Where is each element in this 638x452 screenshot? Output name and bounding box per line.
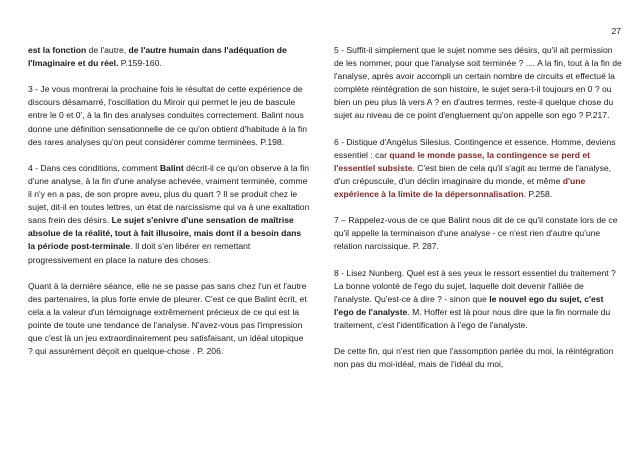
emphasis-text: Le sujet s'enivre d'une sensation de maîtrise absolue de la réalité, tout à fait illusoire, mais dont il a besoin dans la période post-terminale	[28, 215, 302, 252]
paragraph-6	[334, 136, 622, 201]
paragraph-4-continued: Quant à la dernière séance, elle ne se passe pas sans chez l'un et l'autre des partenaires, la plus forte envie de pleurer. C'est ce que Balint écrit, et cela a la valeur d'un témoignage extrêmement précieux de ce qui est la pointe de toute une tendance de l'analyse. N'avez-vous pas l'impression que c'est là un jeu extraordinairement peu satisfaisant, un idéal utopique ? qui assurément déçoit en quelque-chose . P. 206.	[28, 280, 307, 357]
paragraph-9: De cette fin, qui n'est rien que l'assomption parlée du moi, la réintégration non pas du moi-idéal, mais de l'idéal du moi,	[334, 346, 614, 370]
body-text: de l'autre,	[86, 45, 129, 55]
paragraph-2-continuation	[28, 44, 310, 70]
paragraph-7: 7 – Rappelez-vous de ce que Balint nous dit de ce qu'il constate lors de ce qu'il appelle la terminaison d'une analyse - ce n'est rien d'autre qu'une relation narcissique. P. 287.	[334, 215, 618, 252]
paragraph-3: 3 - Je vous montrerai la prochaine fois le résultat de cette expérience de discours désamarré, l'oscillation du Miroir qui permet le jeu de bascule entre le 0 et 0', à la fin des analyses conduites correctement. Balint nous donne une définition sensationnelle de ce qu'on obtient d'habitude à la fin des rares analyses qu'on peut considérer comme terminées. P.198.	[28, 84, 307, 147]
left-column	[28, 44, 310, 358]
paragraph-4	[28, 162, 310, 267]
page-reference: . P.258.	[523, 189, 553, 200]
body-text: . Il doit s'en libérer en remettant progressivement en place la nature des choses.	[28, 241, 251, 265]
emphasis-text: de l'autre humain dans l'adéquation de l'Imaginaire et du réel.	[28, 45, 287, 69]
body-text: 6 - Distique d'Angélus Silesius. Contingence et essence. Homme, deviens essentiel : car	[334, 136, 616, 160]
emphasis-text: est la fonction	[28, 45, 87, 55]
page-number: 27	[611, 26, 621, 36]
page-reference: P.159-160.	[118, 58, 162, 69]
emphasis-text: le nouvel ego du sujet, c'est l'ego de l'analyste	[334, 293, 604, 317]
body-text: . C'est bien de cela qu'il s'agit au terme de l'analyse, d'un crépuscule, d'un déclin imaginaire du monde, et même	[334, 162, 612, 186]
emphasis-text: d'une expérience à la limite de la dépersonnalisation	[334, 175, 586, 200]
paragraph-5: 5 - Suffit-il simplement que le sujet nomme ses désirs, qu'il ait permission de les nommer, pour que l'analyse soit terminée ? .... A la fin, tout à la fin de l'analyse, après avoir accompli un certain nombre de circuits et effectué la complète réintégration de son histoire, le sujet sera-t-il toujours en 0 ? ou bien un peu plus là vers A ? en d'autres termes, reste-il quelque chose du sujet au niveau de ce point d'engluement qu'on appelle son ego ? P.217.	[334, 45, 622, 121]
body-text: 4 - Dans ces conditions, comment	[28, 162, 160, 173]
body-text: . M. Hoffer est là pour nous dire que la fin normale du traitement, c'est l'identification à l'ego de l'analyste.	[334, 306, 611, 330]
body-text: décrit-il ce qu'on observe à la fin d'une analyse, à la fin d'une analyse achevée, vraiment terminée, comme il n'y en a pas, de son propre aveu, plus du quart ? Il se produit chez le sujet, dit-il en toutes lettres, un état de narcissisme qui va à une exaltation sans frein des désirs.	[28, 162, 310, 226]
paragraph-8	[334, 267, 622, 332]
right-column	[334, 44, 622, 371]
emphasis-text: quand le monde passe, la contingence se perd et l'essentiel subsiste	[334, 149, 590, 173]
author-name: Balint	[159, 162, 184, 173]
body-text: 8 - Lisez Nunberg. Quel est à ses yeux le ressort essentiel du traitement ? La bonne volonté de l'ego du sujet, laquelle doit devenir l'alliée de l'analyste. Qu'est-ce à dire ? - sinon que	[334, 267, 616, 304]
